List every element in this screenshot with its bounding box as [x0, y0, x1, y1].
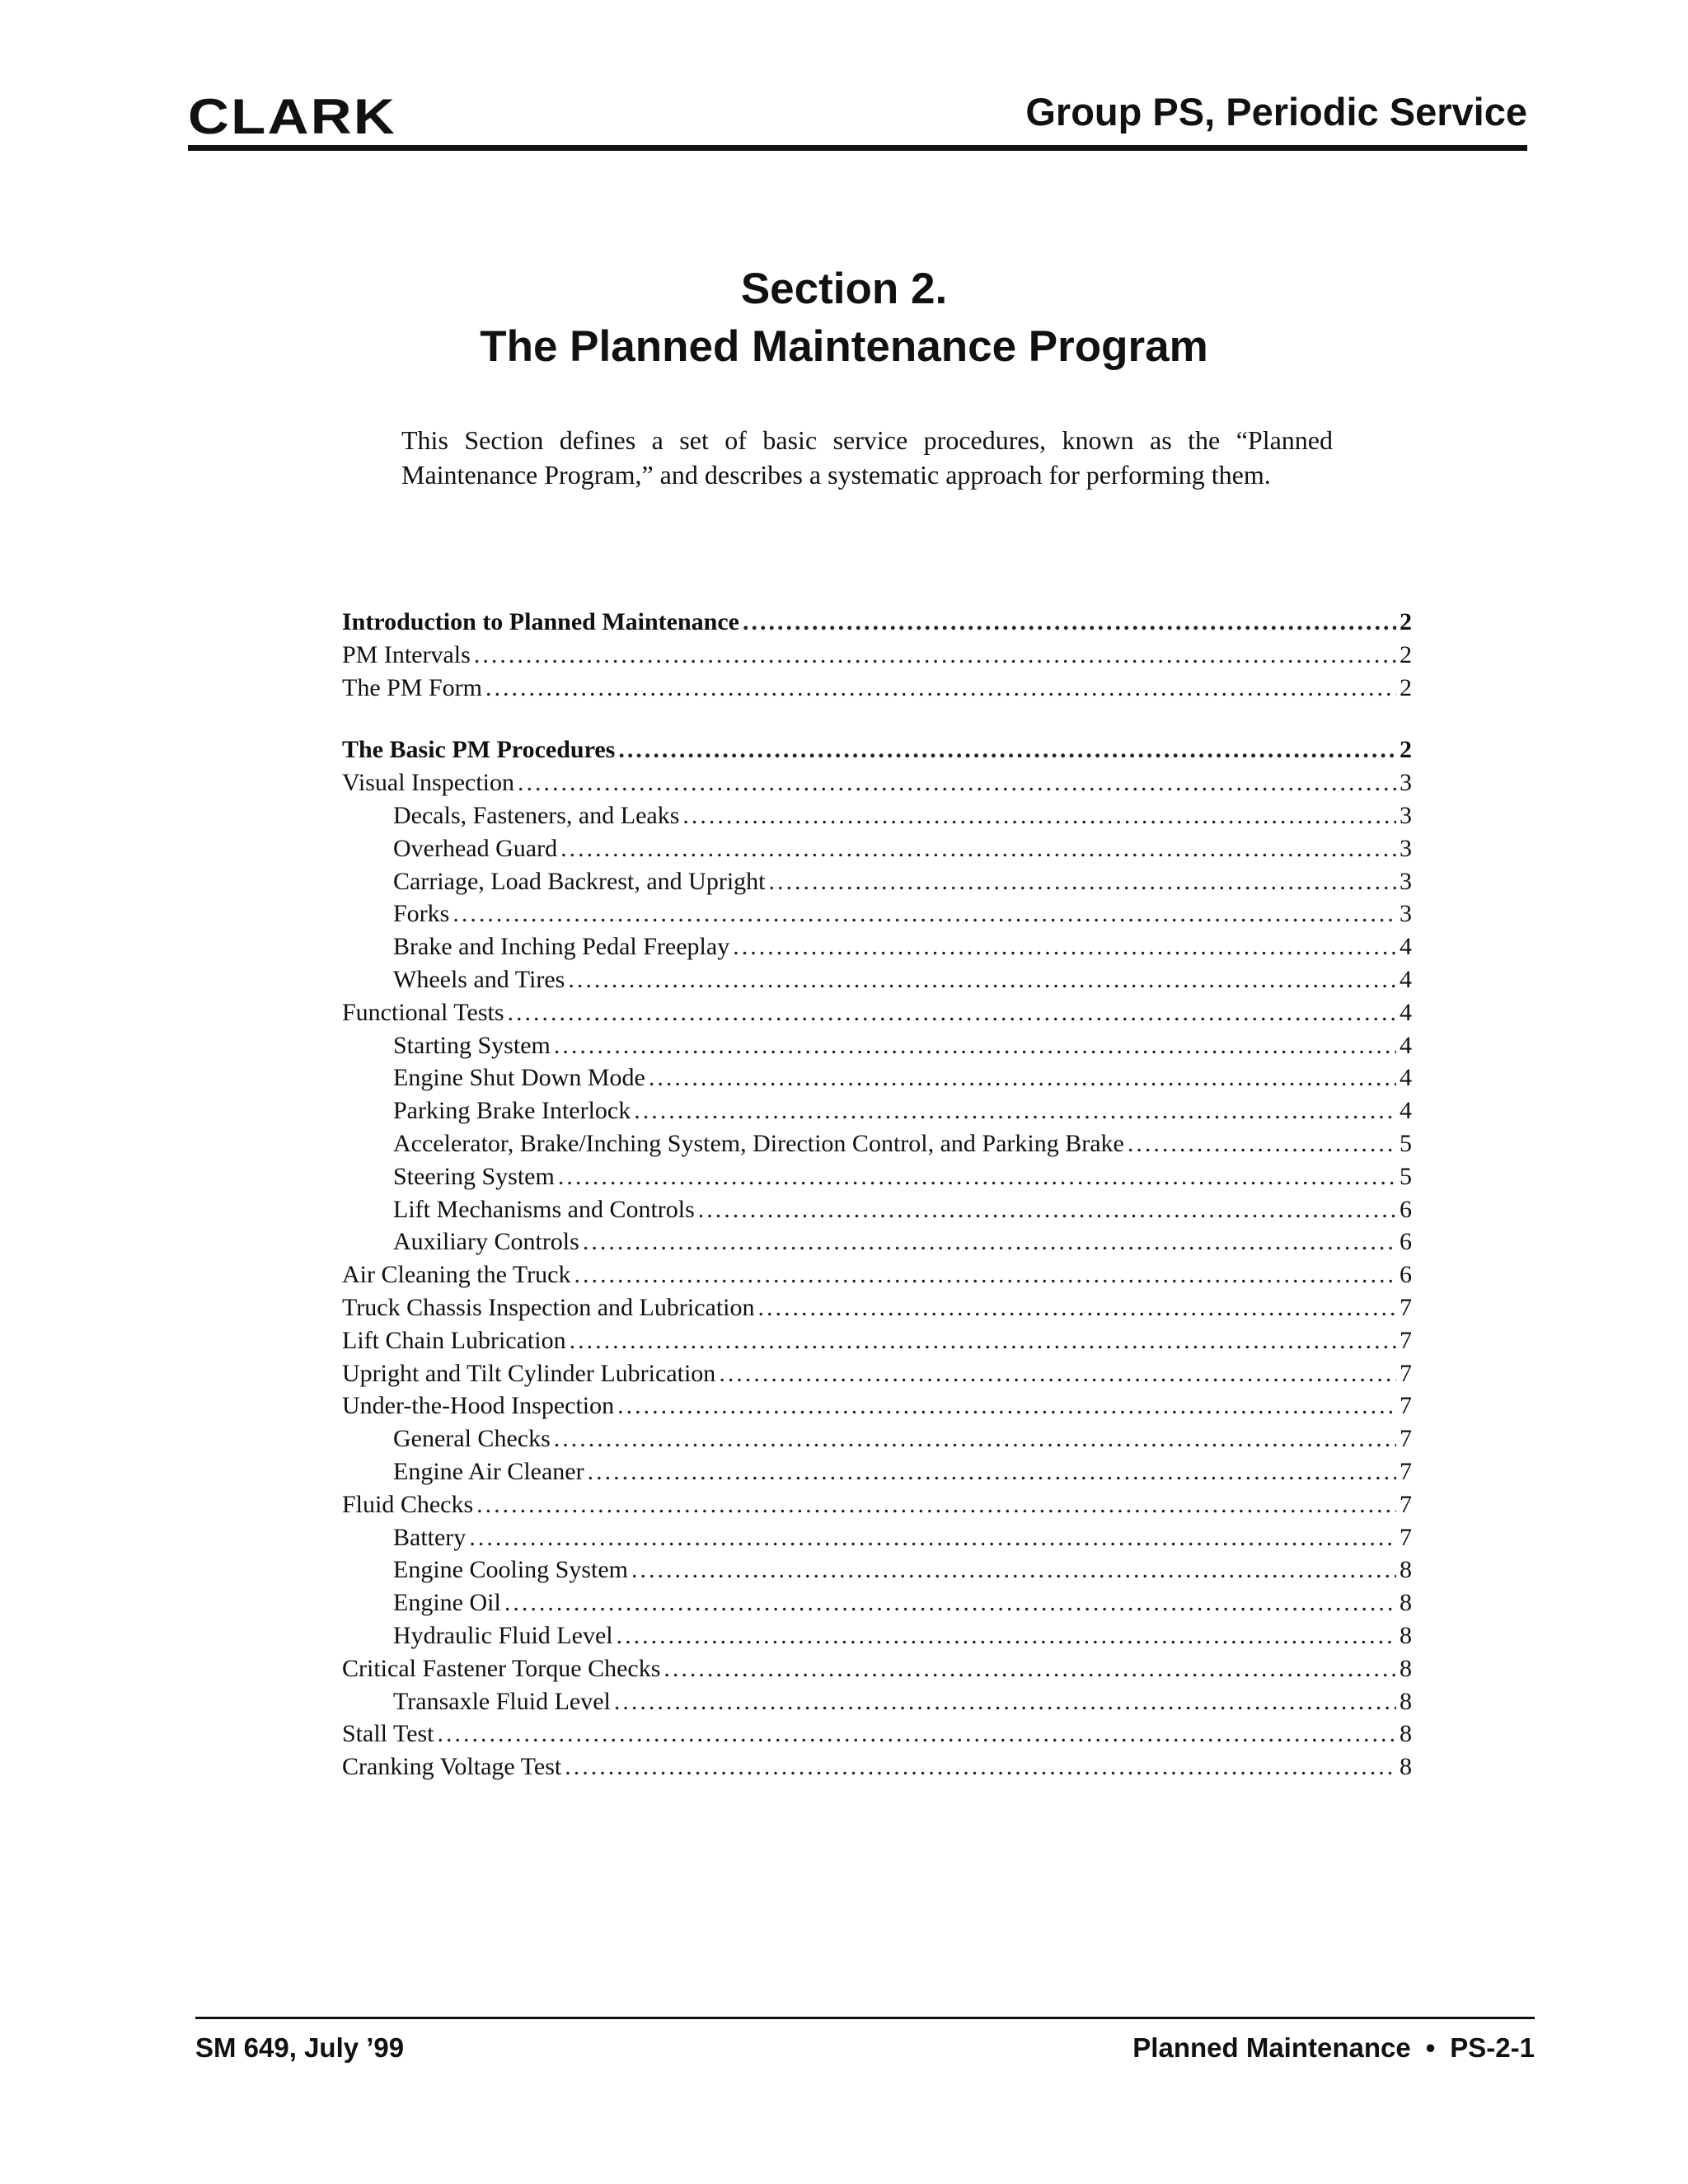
- toc-entry-page: 8: [1400, 1654, 1412, 1682]
- toc-dot-leader: [508, 996, 1396, 1029]
- toc-dot-leader: [614, 1685, 1396, 1718]
- toc-dot-leader: [474, 639, 1396, 672]
- toc-dot-leader: [1128, 1127, 1396, 1160]
- toc-entry-label: Parking Brake Interlock: [393, 1097, 631, 1125]
- toc-entry: [342, 865, 1412, 898]
- toc-dot-leader: [565, 1750, 1396, 1783]
- toc-entry-label: Engine Shut Down Mode: [393, 1064, 645, 1092]
- toc-dot-leader: [588, 1455, 1396, 1488]
- toc-entry-page: 4: [1400, 1097, 1412, 1125]
- toc-entry-page: 3: [1400, 801, 1412, 829]
- toc-dot-leader: [438, 1718, 1396, 1750]
- toc-entry-label: Upright and Tilt Cylinder Lubrication: [342, 1359, 716, 1387]
- toc-dot-leader: [758, 1291, 1397, 1324]
- toc-entry: [342, 1422, 1412, 1455]
- toc-entry-label: Brake and Inching Pedal Freeplay: [393, 933, 730, 961]
- toc-entry-label: Fluid Checks: [342, 1490, 474, 1518]
- toc-entry-label: Wheels and Tires: [393, 965, 565, 993]
- toc-entry: [342, 1455, 1412, 1488]
- toc-entry: [342, 1685, 1412, 1718]
- footer-bullet: •: [1425, 2032, 1436, 2063]
- toc-entry-page: 3: [1400, 867, 1412, 895]
- toc-entry-page: 4: [1400, 965, 1412, 993]
- toc-entry-label: Engine Air Cleaner: [393, 1457, 584, 1485]
- toc-entry: [342, 1521, 1412, 1554]
- toc-entry-page: 8: [1400, 1687, 1412, 1715]
- toc-entry: [342, 1062, 1412, 1094]
- toc-dot-leader: [631, 1554, 1396, 1586]
- toc-group-procedures: [342, 733, 1412, 1783]
- toc-entry: [342, 1193, 1412, 1226]
- toc-dot-leader: [649, 1062, 1396, 1094]
- toc-entry-page: 8: [1400, 1556, 1412, 1584]
- toc-entry-page: 4: [1400, 933, 1412, 961]
- toc-entry-label: PM Intervals: [342, 640, 471, 668]
- toc-entry-label: Lift Mechanisms and Controls: [393, 1195, 695, 1223]
- toc-entry: [342, 606, 1412, 639]
- toc-dot-leader: [469, 1521, 1396, 1554]
- toc-dot-leader: [682, 799, 1396, 832]
- toc-entry-page: 4: [1400, 998, 1412, 1026]
- section-title: [0, 260, 1688, 376]
- toc-entry: [342, 766, 1412, 799]
- toc-entry: [342, 1586, 1412, 1619]
- toc-entry-page: 3: [1400, 900, 1412, 928]
- toc-entry-page: 2: [1400, 673, 1412, 701]
- toc-dot-leader: [485, 672, 1396, 705]
- toc-entry: [342, 672, 1412, 705]
- header-rule: [188, 145, 1527, 151]
- toc-entry-label: Starting System: [393, 1031, 551, 1059]
- toc-entry-label: Battery: [393, 1523, 467, 1551]
- toc-entry-label: Overhead Guard: [393, 834, 558, 862]
- toc-entry-label: Steering System: [393, 1162, 555, 1190]
- toc-entry-label: Critical Fastener Torque Checks: [342, 1654, 661, 1682]
- toc-entry-label: Visual Inspection: [342, 769, 514, 797]
- table-of-contents: [342, 606, 1412, 1783]
- toc-entry-page: 8: [1400, 1720, 1412, 1748]
- toc-entry-page: 5: [1400, 1162, 1412, 1190]
- toc-entry: [342, 799, 1412, 832]
- toc-entry: [342, 1488, 1412, 1521]
- toc-dot-leader: [558, 1160, 1396, 1193]
- toc-entry: [342, 832, 1412, 865]
- toc-dot-leader: [560, 832, 1396, 865]
- toc-entry-page: 8: [1400, 1589, 1412, 1617]
- toc-dot-leader: [583, 1226, 1396, 1258]
- toc-entry-page: 2: [1400, 736, 1412, 764]
- toc-entry-page: 7: [1400, 1523, 1412, 1551]
- footer-rule: [195, 2017, 1535, 2019]
- toc-entry: [342, 1094, 1412, 1127]
- toc-entry-label: Carriage, Load Backrest, and Upright: [393, 867, 766, 895]
- toc-entry-label: Decals, Fasteners, and Leaks: [393, 801, 680, 829]
- toc-entry-label: Hydraulic Fluid Level: [393, 1621, 613, 1649]
- toc-dot-leader: [719, 1357, 1396, 1390]
- toc-entry: [342, 996, 1412, 1029]
- toc-group-introduction: [342, 606, 1412, 704]
- toc-entry-page: 2: [1400, 608, 1412, 635]
- toc-dot-leader: [743, 606, 1396, 639]
- clark-logo: CLARK: [188, 89, 396, 144]
- toc-dot-leader: [568, 963, 1396, 996]
- toc-entry: [342, 1652, 1412, 1685]
- toc-entry-page: 8: [1400, 1753, 1412, 1781]
- toc-dot-leader: [617, 1390, 1396, 1422]
- toc-entry-label: The PM Form: [342, 673, 483, 701]
- toc-entry: [342, 1226, 1412, 1258]
- toc-entry-label: Functional Tests: [342, 998, 504, 1026]
- toc-dot-leader: [663, 1652, 1396, 1685]
- toc-dot-leader: [554, 1029, 1396, 1062]
- toc-entry-page: 7: [1400, 1425, 1412, 1453]
- toc-entry: [342, 1390, 1412, 1422]
- group-title: Group PS, Periodic Service: [1025, 90, 1527, 134]
- toc-entry: [342, 1127, 1412, 1160]
- toc-entry-page: 6: [1400, 1261, 1412, 1289]
- toc-entry-label: Cranking Voltage Test: [342, 1753, 562, 1781]
- toc-entry-label: Auxiliary Controls: [393, 1228, 579, 1256]
- toc-entry: [342, 1554, 1412, 1586]
- toc-entry: [342, 930, 1412, 963]
- toc-entry-label: General Checks: [393, 1425, 551, 1453]
- toc-entry-label: The Basic PM Procedures: [342, 736, 616, 764]
- toc-entry-page: 7: [1400, 1490, 1412, 1518]
- footer-section-name: Planned Maintenance: [1132, 2032, 1411, 2063]
- toc-entry-page: 4: [1400, 1064, 1412, 1092]
- toc-entry-label: Forks: [393, 900, 450, 928]
- toc-entry-label: Transaxle Fluid Level: [393, 1687, 611, 1715]
- toc-entry-page: 4: [1400, 1031, 1412, 1059]
- toc-entry: [342, 1291, 1412, 1324]
- toc-dot-leader: [504, 1586, 1396, 1619]
- toc-entry-label: Engine Oil: [393, 1589, 501, 1617]
- toc-dot-leader: [617, 1619, 1396, 1652]
- toc-entry-page: 7: [1400, 1326, 1412, 1354]
- toc-dot-leader: [452, 898, 1396, 930]
- toc-dot-leader: [634, 1094, 1396, 1127]
- toc-entry-page: 7: [1400, 1392, 1412, 1420]
- footer-page-code: PS-2-1: [1450, 2032, 1535, 2063]
- toc-entry: [342, 898, 1412, 930]
- toc-entry-label: Accelerator, Brake/Inching System, Direction Control, and Parking Brake: [393, 1129, 1124, 1157]
- toc-entry-label: Truck Chassis Inspection and Lubrication: [342, 1293, 755, 1321]
- toc-entry-page: 2: [1400, 640, 1412, 668]
- toc-dot-leader: [698, 1193, 1396, 1226]
- toc-dot-leader: [769, 865, 1396, 898]
- toc-entry-page: 6: [1400, 1195, 1412, 1223]
- toc-entry: [342, 1619, 1412, 1652]
- toc-dot-leader: [518, 766, 1396, 799]
- toc-entry-page: 3: [1400, 834, 1412, 862]
- toc-entry: [342, 1718, 1412, 1750]
- toc-entry: [342, 639, 1412, 672]
- toc-entry: [342, 1029, 1412, 1062]
- toc-entry-label: Introduction to Planned Maintenance: [342, 608, 739, 635]
- toc-dot-leader: [476, 1488, 1396, 1521]
- toc-entry-page: 8: [1400, 1621, 1412, 1649]
- toc-entry-label: Air Cleaning the Truck: [342, 1261, 571, 1289]
- footer-manual-id: SM 649, July ’99: [195, 2032, 405, 2063]
- section-name: The Planned Maintenance Program: [480, 322, 1208, 371]
- toc-entry-page: 6: [1400, 1228, 1412, 1256]
- toc-dot-leader: [570, 1324, 1396, 1357]
- toc-entry-label: Stall Test: [342, 1720, 434, 1748]
- toc-entry-page: 3: [1400, 769, 1412, 797]
- toc-dot-leader: [618, 733, 1396, 766]
- toc-entry-page: 7: [1400, 1359, 1412, 1387]
- toc-entry: [342, 1324, 1412, 1357]
- toc-entry-page: 7: [1400, 1293, 1412, 1321]
- toc-entry: [342, 1357, 1412, 1390]
- toc-gap: [342, 704, 1412, 733]
- toc-entry-label: Under-the-Hood Inspection: [342, 1392, 615, 1420]
- footer-page-info: [1132, 2034, 1535, 2061]
- toc-entry: [342, 733, 1412, 766]
- toc-dot-leader: [554, 1422, 1396, 1455]
- toc-entry-page: 7: [1400, 1457, 1412, 1485]
- toc-dot-leader: [574, 1258, 1397, 1291]
- toc-dot-leader: [733, 930, 1396, 963]
- toc-entry: [342, 963, 1412, 996]
- toc-entry-label: Lift Chain Lubrication: [342, 1326, 566, 1354]
- intro-paragraph: This Section defines a set of basic service procedures, known as the “Planned Maintenance Program,” and describes a systematic approach for performing them.: [401, 425, 1333, 490]
- toc-entry: [342, 1160, 1412, 1193]
- toc-entry: [342, 1258, 1412, 1291]
- section-number: Section 2.: [740, 265, 948, 313]
- toc-entry-label: Engine Cooling System: [393, 1556, 628, 1584]
- toc-entry: [342, 1750, 1412, 1783]
- toc-entry-page: 5: [1400, 1129, 1412, 1157]
